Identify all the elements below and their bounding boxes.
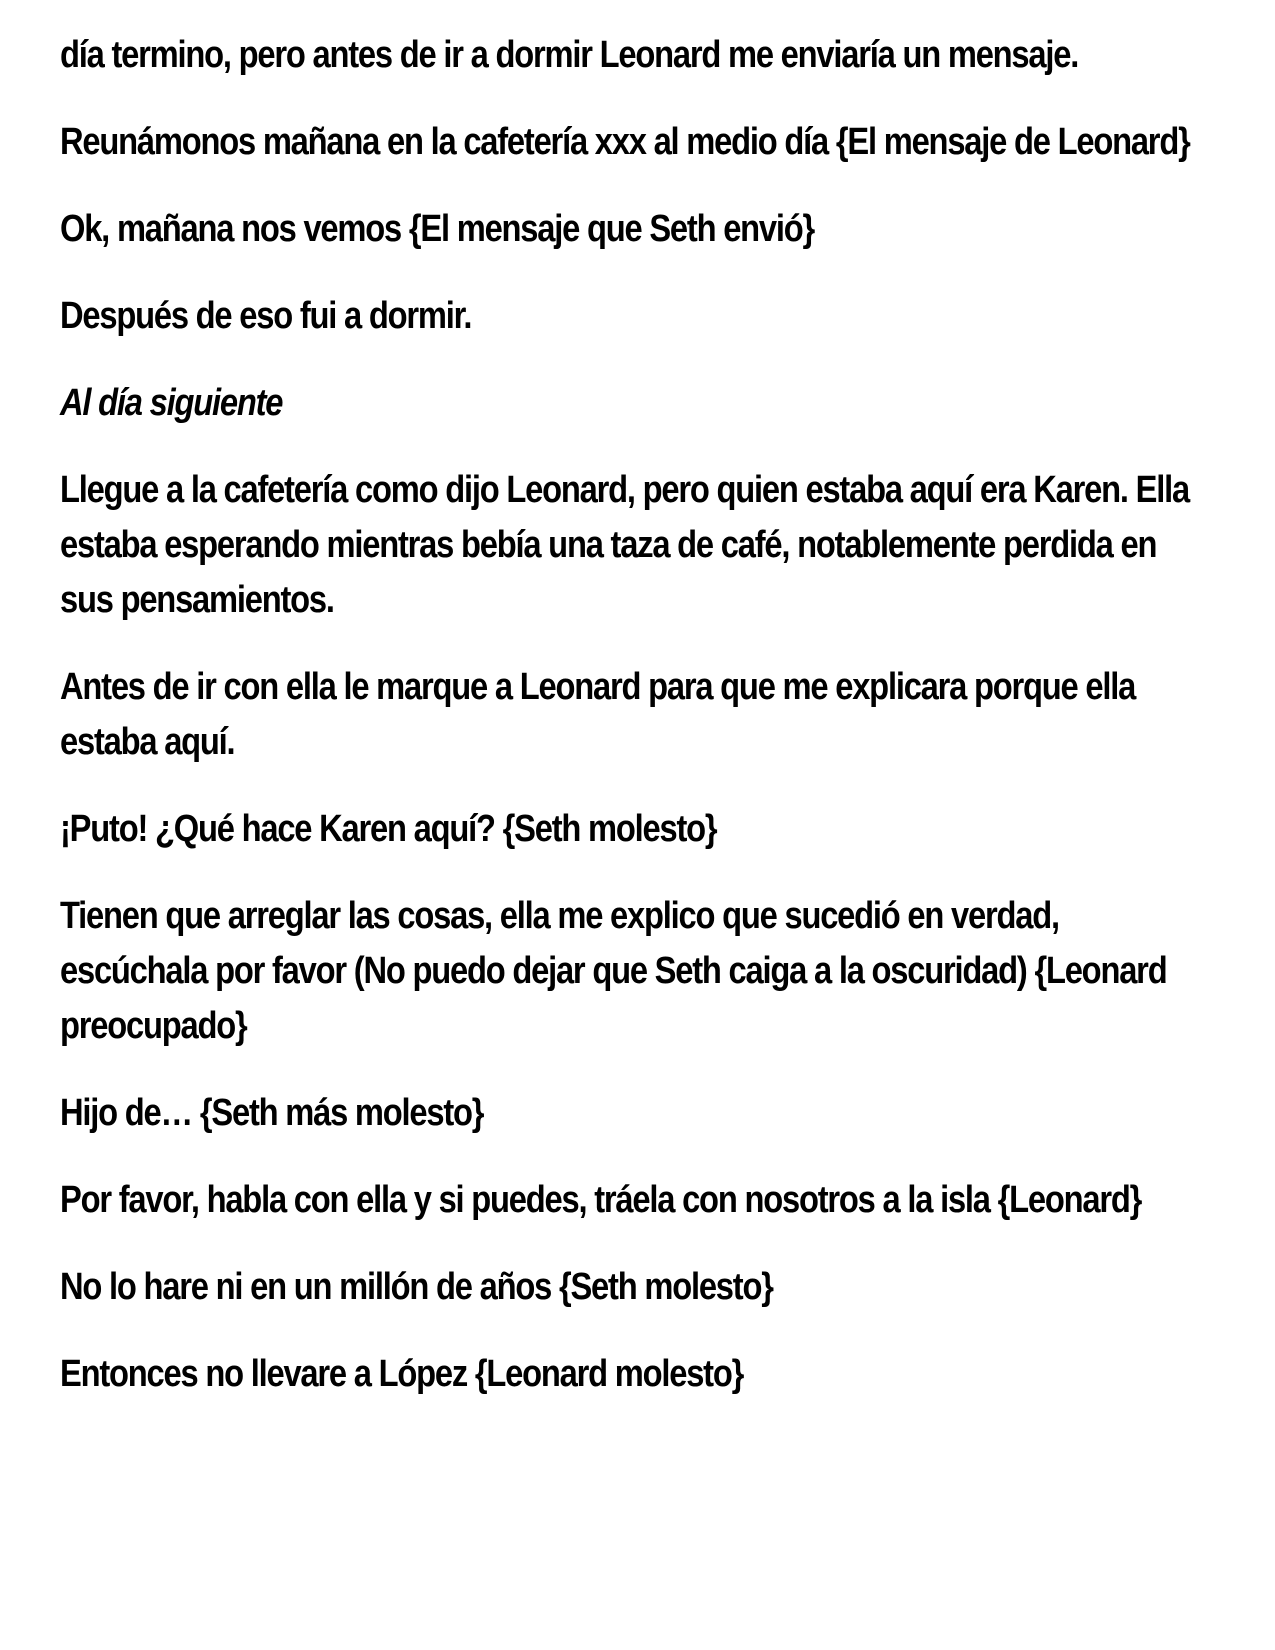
paragraph-4: Después de eso fui a dormir. (60, 295, 472, 337)
section-heading-next-day: Al día siguiente (60, 382, 283, 424)
paragraph-7: ¡Puto! ¿Qué hace Karen aquí? {Seth molesto} (60, 808, 717, 850)
paragraph-1: día termino, pero antes de ir a dormir Leonard me enviaría un mensaje. (60, 34, 1079, 76)
document-body (60, 28, 1210, 1434)
paragraph-2: Reunámonos mañana en la cafetería xxx al medio día {El mensaje de Leonard} (60, 121, 1190, 163)
paragraph-10: Por favor, habla con ella y si puedes, tráela con nosotros a la isla {Leonard} (60, 1179, 1142, 1221)
paragraph-5: Llegue a la cafetería como dijo Leonard, pero quien estaba aquí era Karen. Ella estaba esperando mientras bebía una taza de café, notablemente perdida en sus pensamientos. (60, 469, 1189, 621)
paragraph-9: Hijo de… {Seth más molesto} (60, 1092, 484, 1134)
paragraph-3: Ok, mañana nos vemos {El mensaje que Seth envió} (60, 208, 815, 250)
paragraph-8: Tienen que arreglar las cosas, ella me explico que sucedió en verdad, escúchala por favor (No puedo dejar que Seth caiga a la oscuridad) {Leonard preocupado} (60, 895, 1167, 1047)
paragraph-6: Antes de ir con ella le marque a Leonard para que me explicara porque ella estaba aquí. (60, 666, 1136, 763)
paragraph-11: No lo hare ni en un millón de años {Seth molesto} (60, 1266, 773, 1308)
paragraph-12: Entonces no llevare a López {Leonard molesto} (60, 1353, 744, 1395)
